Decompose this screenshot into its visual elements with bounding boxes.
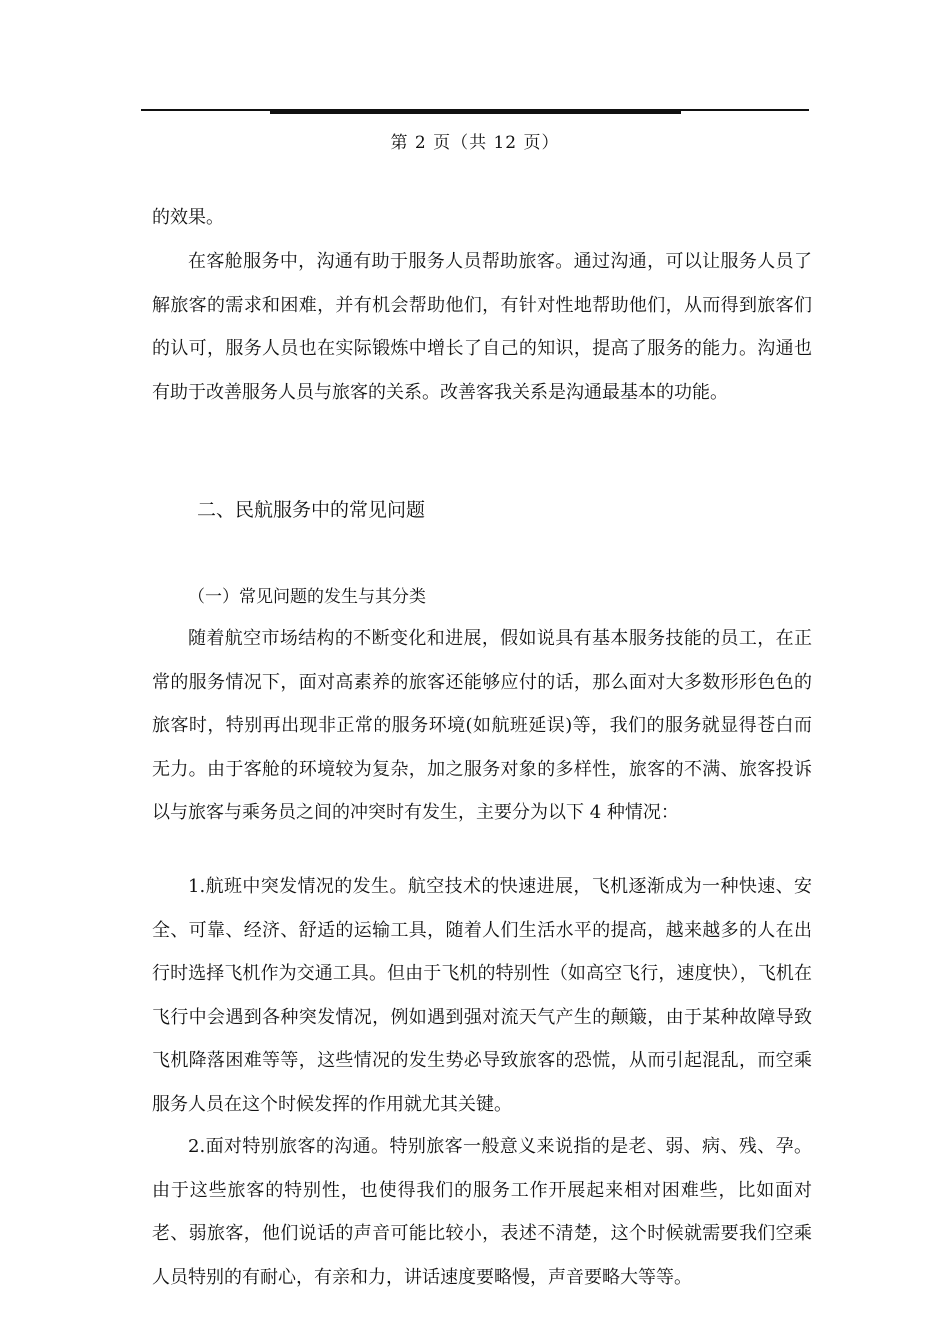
paragraph-problem-overview: 随着航空市场结构的不断变化和进展，假如说具有基本服务技能的员工，在正常的服务情况下，面对高素养的旅客还能够应付的话，那么面对大多数形形色色的旅客时，特别再出现非正常的服务环境(如航班延误)等，我们的服务就显得苍白而无力。由于客舱的环境较为复杂，加之服务对象的多样性，旅客的不满、旅客投诉以与旅客与乘务员之间的冲突时有发生，主要分为以下 4 种情况： [152,628,812,823]
section-heading: 二、民航服务中的常见问题 [197,499,426,521]
page-number: 第 2 页（共 12 页） [390,133,560,153]
paragraph-special-passengers: 2.面对特别旅客的沟通。特别旅客一般意义来说指的是老、弱、病、残、孕。由于这些旅客的特别性，也使得我们的服务工作开展起来相对困难些，比如面对老、弱旅客，他们说话的声音可能比较小，表述不清楚，这个时候就需要我们空乘人员特别的有耐心，有亲和力，讲话速度要略慢，声音要略大等等。 [152,1136,812,1288]
header-rule-thick [270,110,681,114]
paragraph-emergency-situations: 1.航班中突发情况的发生。航空技术的快速进展，飞机逐渐成为一种快速、安全、可靠、经济、舒适的运输工具，随着人们生活水平的提高，越来越多的人在出行时选择飞机作为交通工具。但由于飞机的特别性（如高空飞行，速度快），飞机在飞行中会遇到各种突发情况，例如遇到强对流天气产生的颠簸，由于某种故障导致飞机降落困难等等，这些情况的发生势必导致旅客的恐慌，从而引起混乱，而空乘服务人员在这个时候发挥的作用就尤其关键。 [152,876,812,1115]
subsection-heading: （一）常见问题的发生与其分类 [188,587,426,607]
paragraph-communication-benefits: 在客舱服务中，沟通有助于服务人员帮助旅客。通过沟通，可以让服务人员了解旅客的需求和困难，并有机会帮助他们，有针对性地帮助他们，从而得到旅客们的认可，服务人员也在实际锻炼中增长了自己的知识，提高了服务的能力。沟通也有助于改善服务人员与旅客的关系。改善客我关系是沟通最基本的功能。 [152,251,812,403]
paragraph-continuation: 的效果。 [152,207,224,228]
